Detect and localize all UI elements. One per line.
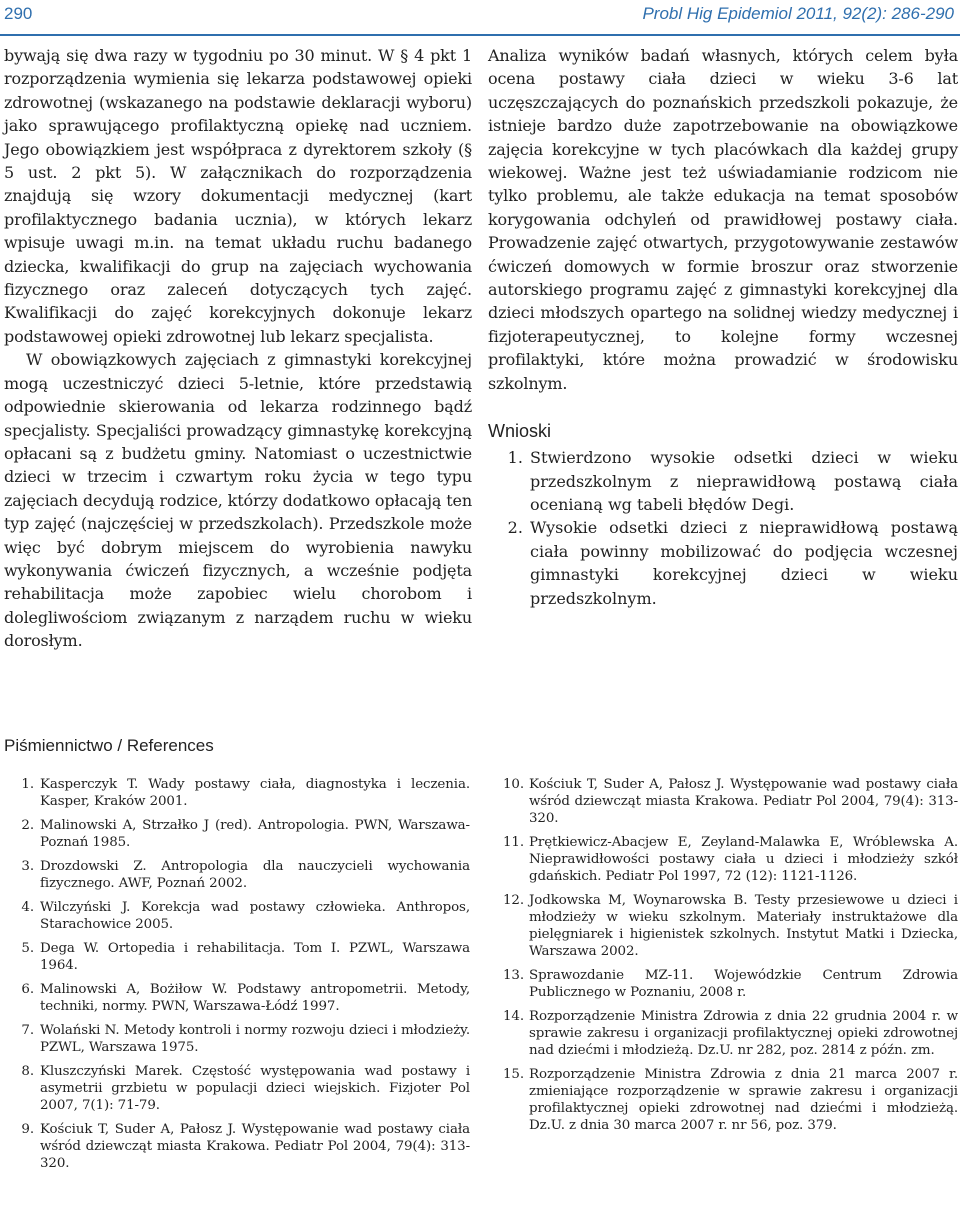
reference-number: 2.: [21, 818, 34, 833]
reference-text: Malinowski A, Strzałko J (red). Antropologia. PWN, Warszawa-Poznań 1985.: [40, 818, 470, 850]
right-column: [488, 44, 958, 610]
conclusions-list: [488, 446, 958, 610]
reference-number: 12.: [503, 893, 524, 908]
reference-text: Sprawozdanie MZ-11. Wojewódzkie Centrum Zdrowia Publicznego w Poznaniu, 2008 r.: [529, 968, 958, 1000]
reference-number: 13.: [503, 968, 524, 983]
journal-citation: Probl Hig Epidemiol 2011, 92(2): 286-290: [642, 4, 954, 23]
reference-item: [492, 834, 958, 885]
page-number: 290: [4, 4, 33, 23]
reference-text: Kościuk T, Suder A, Pałosz J. Występowanie wad postawy ciała wśród dziewcząt miasta Krakowa. Pediatr Pol 2004, 79(4): 313-320.: [40, 1122, 470, 1171]
reference-number: 1.: [21, 777, 34, 792]
reference-number: 14.: [503, 1009, 524, 1024]
body-paragraph: Analiza wyników badań własnych, których celem była ocena postawy ciała dzieci w wieku 3-6 lat uczęszczających do poznańskich przedszkoli pokazuje, że istnieje bardzo duże zapotrzebowanie na obowiązkowe zajęcia korekcyjne w tych placówkach dla każdej grupy wiekowej. Ważne jest też uświadamianie rodzicom nie tylko problemu, ale także edukacja na temat sposobów korygowania odchyleń od prawidłowej postawy ciała. Prowadzenie zajęć otwartych, przygotowywanie zestawów ćwiczeń domowych w formie broszur oraz stworzenie autorskiego programu zajęć z gimnastyki korekcyjnej dla dzieci młodszych opartego na solidnej wiedzy medycznej i fizjoterapeutycznej, to kolejne formy wczesnej profilaktyki, które można prowadzić w środowisku szkolnym.: [488, 46, 958, 393]
reference-text: Prętkiewicz-Abacjew E, Zeyland-Malawka E, Wróblewska A. Nieprawidłowości postawy ciała u dzieci i młodzieży szkół gdańskich. Pediatr Pol 1997, 72 (12): 1121-1126.: [529, 835, 958, 884]
reference-item: [492, 776, 958, 827]
reference-text: Wolański N. Metody kontroli i normy rozwoju dzieci i młodzieży. PZWL, Warszawa 1975.: [40, 1023, 470, 1055]
reference-text: Rozporządzenie Ministra Zdrowia z dnia 22 grudnia 2004 r. w sprawie zakresu i organizacji profilaktycznej opieki zdrowotnej nad dziećmi i młodzieżą. Dz.U. nr 282, poz. 2814 z późn. zm.: [529, 1009, 958, 1058]
reference-text: Malinowski A, Bożiłow W. Podstawy antropometrii. Metody, techniki, normy. PWN, Warszawa-Łódź 1997.: [40, 982, 470, 1014]
reference-item: [492, 1008, 958, 1059]
reference-item: [4, 776, 470, 810]
reference-item: [4, 1022, 470, 1056]
reference-number: 4.: [21, 900, 34, 915]
reference-item: [4, 1063, 470, 1114]
conclusions-heading: Wnioski: [488, 421, 552, 442]
conclusion-item: 2. Wysokie odsetki dzieci z nieprawidłową postawą ciała powinny mobilizować do podjęcia wczesnej gimnastyki korekcyjnej dzieci w wieku przedszkolnym.: [528, 516, 958, 610]
page-header: [0, 0, 960, 36]
reference-text: Kasperczyk T. Wady postawy ciała, diagnostyka i leczenia. Kasper, Kraków 2001.: [40, 777, 470, 809]
reference-number: 10.: [503, 777, 524, 792]
conclusion-item: 1. Stwierdzono wysokie odsetki dzieci w wieku przedszkolnym z nieprawidłową postawą ciała ocenianą wg tabeli błędów Degi.: [528, 446, 958, 516]
reference-text: Jodkowska M, Woynarowska B. Testy przesiewowe u dzieci i młodzieży w wieku szkolnym. Materiały instruktażowe dla pielęgniarek i higienistek szkolnych. Instytut Matki i Dziecka, Warszawa 2002.: [529, 893, 958, 959]
left-column: [4, 44, 472, 653]
body-paragraph: W obowiązkowych zajęciach z gimnastyki korekcyjnej mogą uczestniczyć dzieci 5-letnie, które przedstawią odpowiednie skierowania od lekarza rodzinnego bądź specjalisty. Specjaliści prowadzący gimnastykę korekcyjną opłacani są z budżetu gminy. Natomiast o uczestnictwie dzieci w trzecim i czwartym roku życia w tego typu zajęciach decydują rodzice, którzy dodatkowo opłacają ten typ zajęć (najczęściej w przedszkolach). Przedszkole może więc być dobrym miejscem do wyrobienia nawyku wykonywania ćwiczeń fizycznych, a wcześnie podjęta rehabilitacja może zapobiec wielu chorobom i dolegliwościom związanym z narządem ruchu w wieku dorosłym.: [4, 350, 473, 651]
reference-item: [492, 1066, 958, 1134]
reference-item: [4, 1121, 470, 1172]
reference-number: 7.: [21, 1023, 34, 1038]
reference-number: 5.: [21, 941, 34, 956]
references-heading: Piśmiennictwo / References: [4, 736, 214, 755]
reference-text: Drozdowski Z. Antropologia dla nauczycieli wychowania fizycznego. AWF, Poznań 2002.: [40, 859, 470, 891]
reference-item: [4, 858, 470, 892]
reference-text: Kluszczyński Marek. Częstość występowania wad postawy i asymetrii grzbietu w populacji dzieci wiejskich. Fizjoter Pol 2007, 7(1): 71-79.: [40, 1064, 470, 1113]
reference-item: [4, 940, 470, 974]
reference-item: [4, 899, 470, 933]
reference-text: Dega W. Ortopedia i rehabilitacja. Tom I. PZWL, Warszawa 1964.: [40, 941, 470, 973]
references-list-right: [492, 776, 958, 1141]
reference-number: 6.: [21, 982, 34, 997]
reference-item: [492, 892, 958, 960]
reference-text: Kościuk T, Suder A, Pałosz J. Występowanie wad postawy ciała wśród dziewcząt miasta Krakowa. Pediatr Pol 2004, 79(4): 313-320.: [529, 777, 958, 826]
reference-number: 8.: [21, 1064, 34, 1079]
references-list-left: [4, 776, 470, 1179]
reference-number: 15.: [503, 1067, 524, 1082]
reference-number: 9.: [21, 1122, 34, 1137]
reference-item: [4, 817, 470, 851]
reference-item: [4, 981, 470, 1015]
reference-text: Rozporządzenie Ministra Zdrowia z dnia 21 marca 2007 r. zmieniające rozporządzenie w sprawie zakresu i organizacji profilaktycznej opieki zdrowotnej nad dziećmi i młodzieżą. Dz.U. z dnia 30 marca 2007 r. nr 56, poz. 379.: [529, 1067, 958, 1133]
reference-number: 11.: [503, 835, 524, 850]
body-paragraph: bywają się dwa razy w tygodniu po 30 minut. W § 4 pkt 1 rozporządzenia wymienia się lekarza podstawowej opieki zdrowotnej (wskazanego na podstawie deklaracji wyboru) jako sprawującego profilaktyczną opiekę nad uczniem. Jego obowiązkiem jest współpraca z dyrektorem szkoły (§ 5 ust. 2 pkt 5). W załącznikach do rozporządzenia znajdują się wzory dokumentacji medycznej (kart profilaktycznego badania ucznia), w których lekarz wpisuje uwagi m.in. na temat układu ruchu badanego dziecka, kwalifikacji do grup na zajęciach wychowania fizycznego oraz zaleceń dotyczących tych zajęć. Kwalifikacji do zajęć korekcyjnych dokonuje lekarz podstawowej opieki zdrowotnej lub lekarz specjalista.: [4, 46, 472, 346]
reference-item: [492, 967, 958, 1001]
reference-text: Wilczyński J. Korekcja wad postawy człowieka. Anthropos, Starachowice 2005.: [40, 900, 470, 932]
reference-number: 3.: [21, 859, 34, 874]
